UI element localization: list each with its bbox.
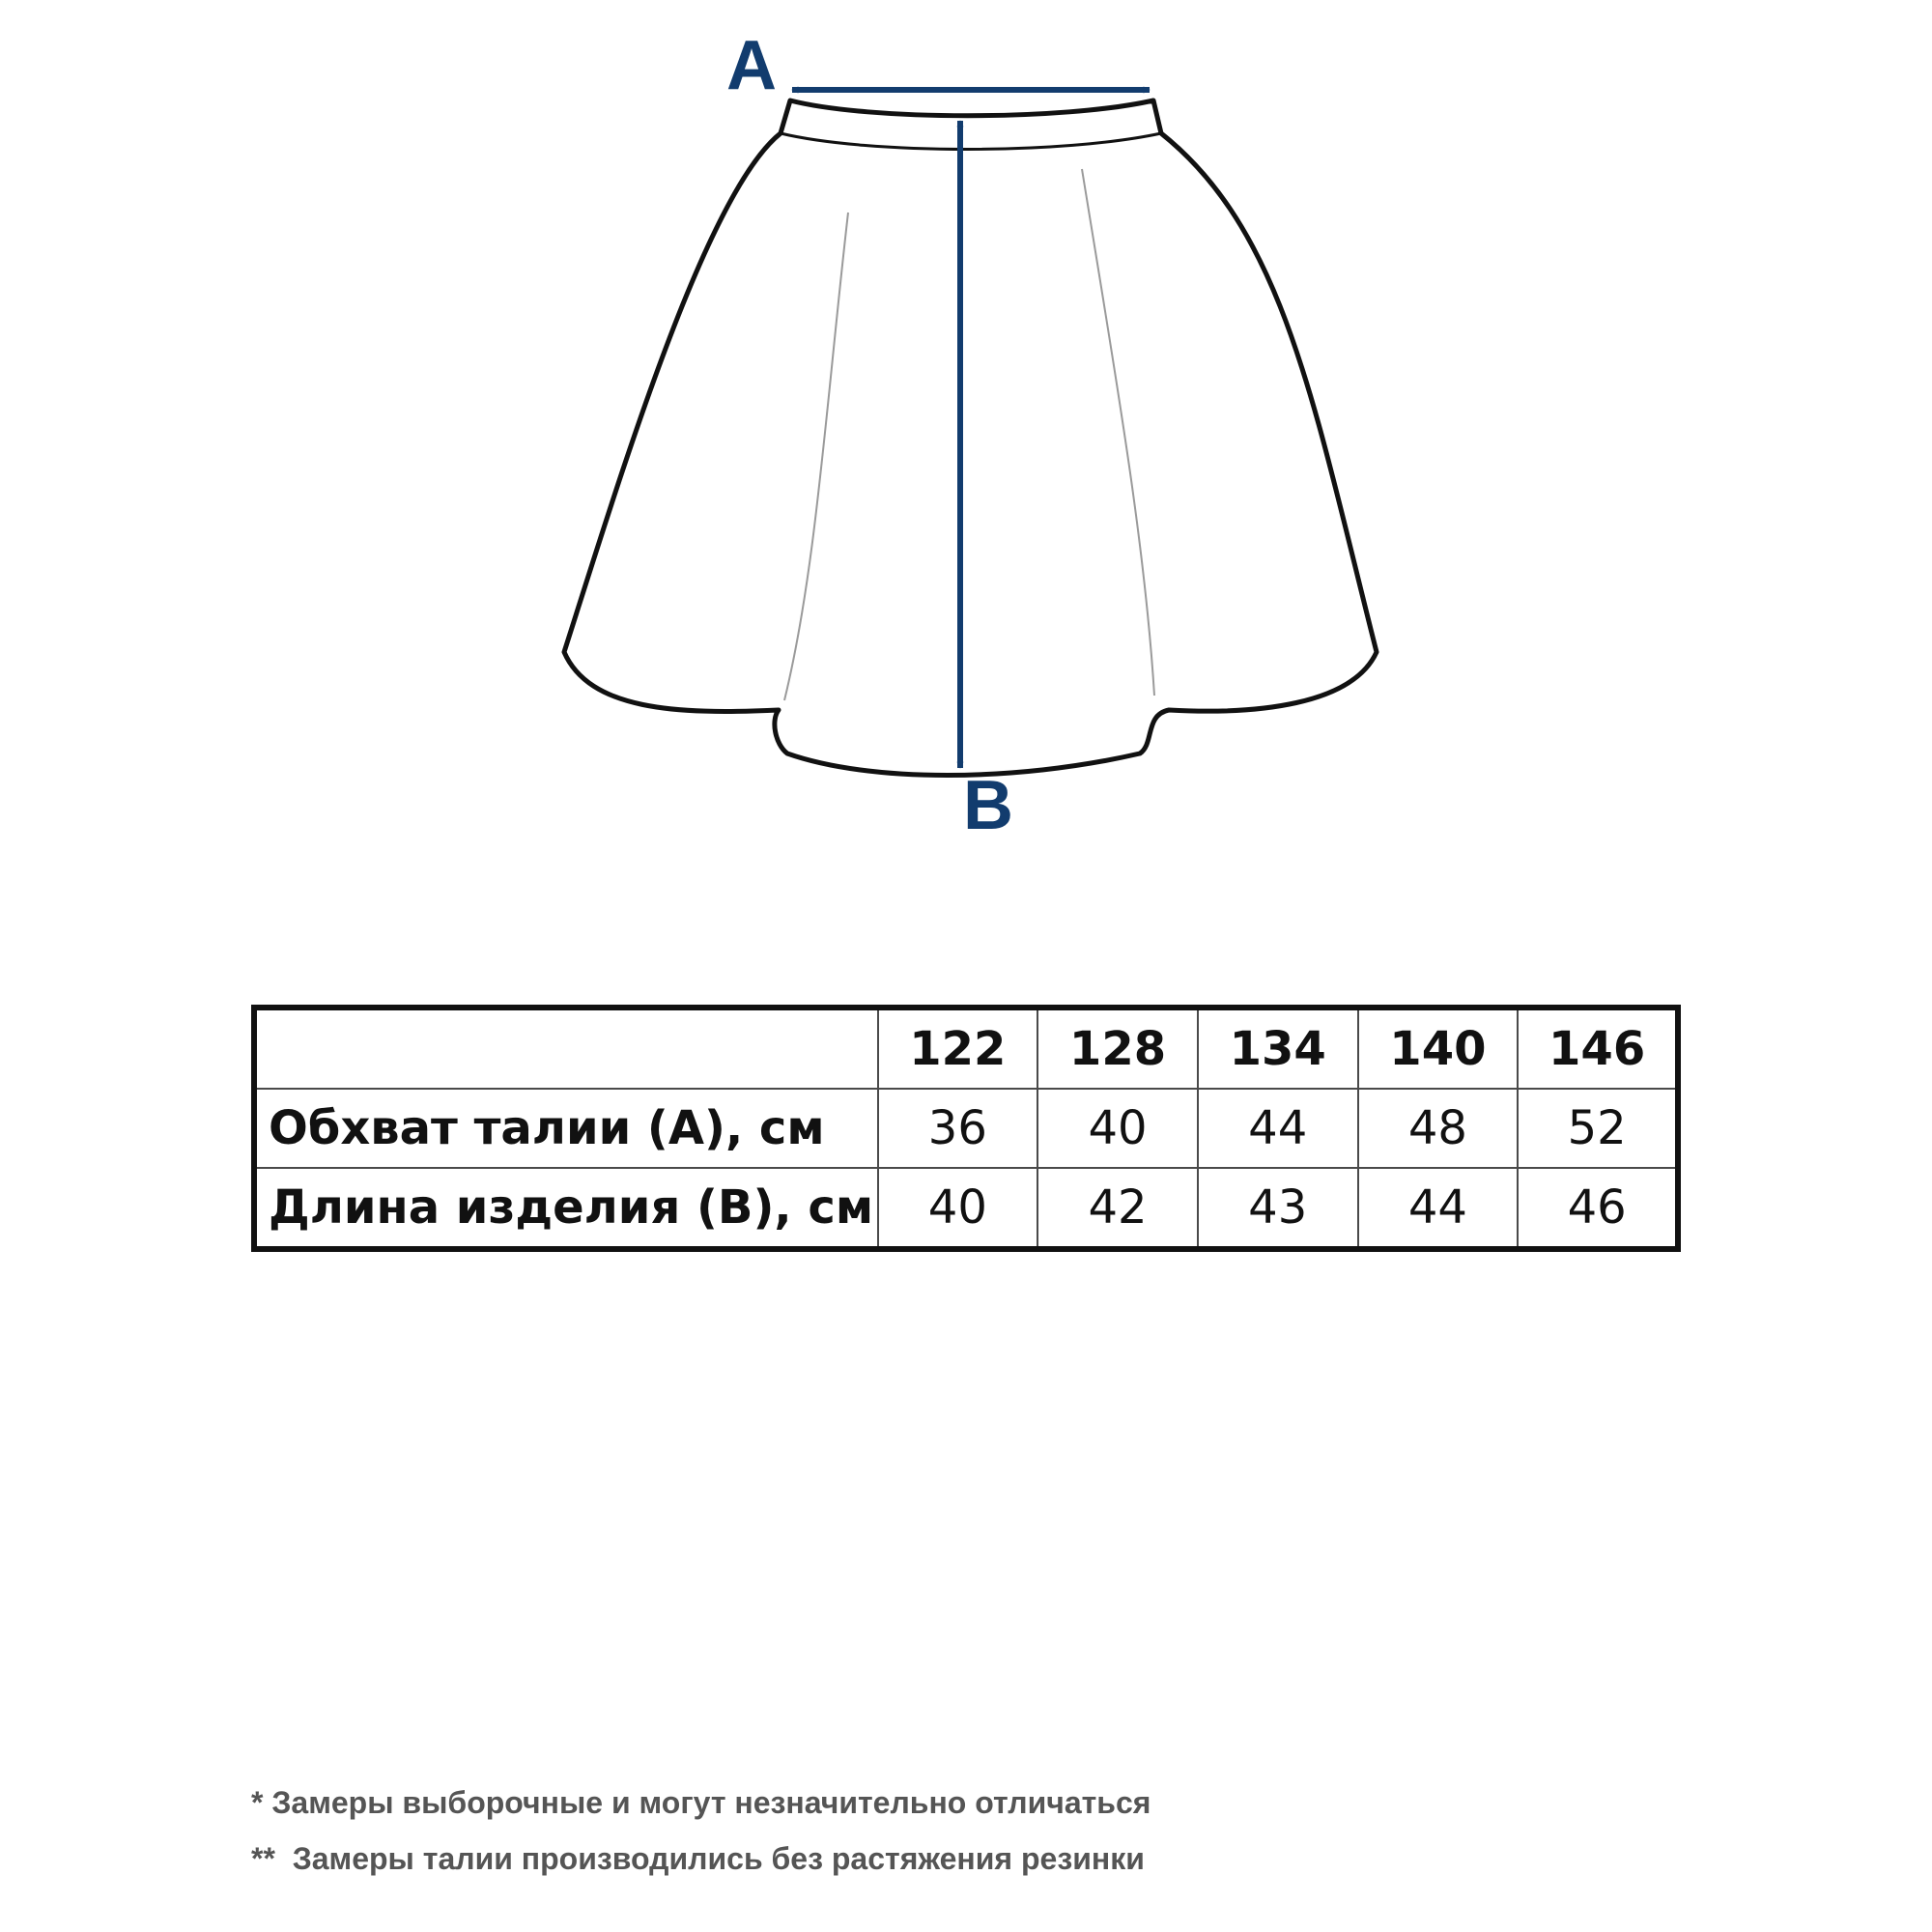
- row-label-waist: Обхват талии (A), см: [254, 1089, 878, 1168]
- size-header: 122: [878, 1008, 1038, 1089]
- table-cell: 46: [1518, 1168, 1678, 1249]
- table-cell: 44: [1198, 1089, 1358, 1168]
- footnote-1: * Замеры выборочные и могут незначительно отличаться: [251, 1785, 1151, 1820]
- size-table: [251, 1005, 1681, 1252]
- table-row-length: [254, 1168, 1678, 1249]
- label-b: B: [963, 767, 1013, 844]
- header-empty-cell: [254, 1008, 878, 1089]
- table-cell: 42: [1037, 1168, 1198, 1249]
- table-header-row: [254, 1008, 1678, 1089]
- table-cell: 44: [1358, 1168, 1519, 1249]
- size-header: 140: [1358, 1008, 1519, 1089]
- skirt-outline: [564, 100, 1377, 776]
- table-cell: 36: [878, 1089, 1038, 1168]
- skirt-drawing: [0, 0, 1932, 869]
- size-header: 134: [1198, 1008, 1358, 1089]
- label-a: A: [726, 27, 777, 104]
- footnote-2: ** Замеры талии производились без растяжения резинки: [251, 1841, 1145, 1876]
- skirt-measurement-diagram: [0, 0, 1932, 869]
- table-cell: 48: [1358, 1089, 1519, 1168]
- table-cell: 43: [1198, 1168, 1358, 1249]
- size-header: 146: [1518, 1008, 1678, 1089]
- table-row-waist: [254, 1089, 1678, 1168]
- table-cell: 40: [878, 1168, 1038, 1249]
- row-label-length: Длина изделия (B), см: [254, 1168, 878, 1249]
- table-cell: 52: [1518, 1089, 1678, 1168]
- table-cell: 40: [1037, 1089, 1198, 1168]
- size-header: 128: [1037, 1008, 1198, 1089]
